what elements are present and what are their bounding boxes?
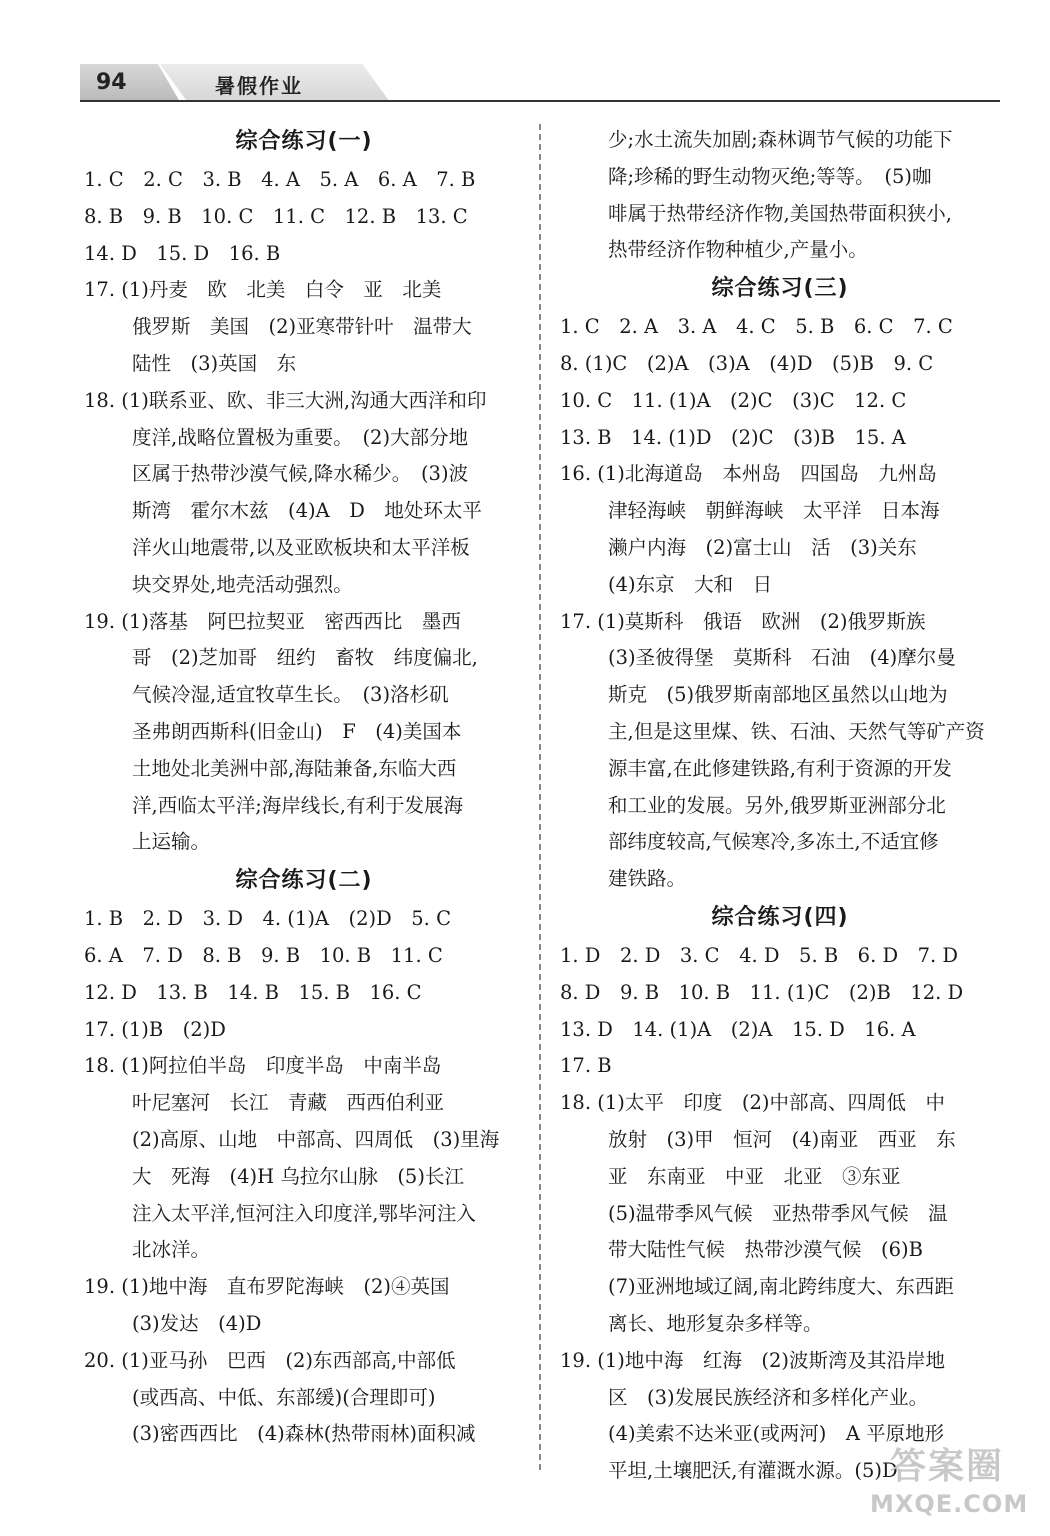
answer-line: 1. C 2. C 3. B 4. A 5. A 6. A 7. B bbox=[84, 168, 476, 191]
section-title-1: 综合练习(一) bbox=[235, 129, 373, 154]
answer-line: 源丰富,在此修建铁路,有利于资源的开发 bbox=[608, 756, 952, 780]
answer-line: 降;珍稀的野生动物灭绝;等等。 (5)咖 bbox=[608, 164, 932, 188]
answer-line: 19. (1)地中海 直布罗陀海峡 (2)④英国 bbox=[84, 1275, 450, 1299]
series-title: 暑假作业 bbox=[215, 74, 303, 98]
answer-line: 17. (1)莫斯科 俄语 欧洲 (2)俄罗斯族 bbox=[560, 609, 926, 633]
section-2-body bbox=[84, 901, 524, 1453]
answer-line: 带大陆性气候 热带沙漠气候 (6)B bbox=[608, 1238, 923, 1262]
answer-line: 17. (1)B (2)D bbox=[84, 1017, 226, 1041]
answer-line: 津轻海峡 朝鲜海峡 太平洋 日本海 bbox=[608, 499, 940, 523]
left-column bbox=[84, 122, 524, 1453]
answer-line: 13. D 14. (1)A (2)A 15. D 16. A bbox=[560, 1017, 916, 1041]
answer-line: 度洋,战略位置极为重要。 (2)大部分地 bbox=[132, 425, 469, 449]
answer-line: 哥 (2)芝加哥 纽约 畜牧 纬度偏北, bbox=[132, 646, 478, 670]
answer-line: 18. (1)阿拉伯半岛 印度半岛 中南半岛 bbox=[84, 1054, 442, 1078]
section-3-body bbox=[560, 309, 1000, 898]
answer-line: (4)美索不达米亚(或两河) A 平原地形 bbox=[608, 1422, 945, 1446]
answer-line: 17. B bbox=[560, 1054, 612, 1078]
answer-line: (4)东京 大和 日 bbox=[608, 572, 773, 596]
answer-line: (3)密西西比 (4)森林(热带雨林)面积减 bbox=[132, 1422, 476, 1446]
answer-line: 啡属于热带经济作物,美国热带面积狭小, bbox=[608, 201, 952, 225]
answer-line: 亚 东南亚 中亚 北亚 ③东亚 bbox=[608, 1164, 901, 1188]
answer-line: 注入太平洋,恒河注入印度洋,鄂毕河注入 bbox=[132, 1201, 476, 1225]
section-title-3: 综合练习(三) bbox=[711, 276, 849, 302]
answer-line: 洋,西临太平洋;海岸线长,有利于发展海 bbox=[132, 793, 463, 817]
page-number: 94 bbox=[96, 70, 127, 95]
section-4-body bbox=[560, 938, 1000, 1490]
page-header bbox=[0, 0, 1050, 110]
answer-line: 12. D 13. B 14. B 15. B 16. C bbox=[84, 980, 422, 1004]
watermark-url: MXQE.COM bbox=[870, 1490, 1029, 1518]
answer-line: 部纬度较高,气候寒冷,多冻土,不适宜修 bbox=[608, 830, 939, 854]
answer-line: 土地处北美洲中部,海陆兼备,东临大西 bbox=[132, 756, 457, 780]
answer-line: 1. D 2. D 3. C 4. D 5. B 6. D 7. D bbox=[560, 943, 959, 967]
answer-line: 18. (1)太平 印度 (2)中部高、四周低 中 bbox=[560, 1091, 945, 1115]
answer-line: 放射 (3)甲 恒河 (4)南亚 西亚 东 bbox=[608, 1127, 956, 1151]
answer-line: 区属于热带沙漠气候,降水稀少。 (3)波 bbox=[132, 462, 469, 486]
answer-line: (3)发达 (4)D bbox=[132, 1311, 262, 1335]
answer-line: 10. C 11. (1)A (2)C (3)C 12. C bbox=[560, 388, 907, 412]
answer-line: 叶尼塞河 长江 青藏 西西伯利亚 bbox=[132, 1091, 445, 1115]
answer-line: 俄罗斯 美国 (2)亚寒带针叶 温带大 bbox=[132, 315, 472, 339]
answer-line: 19. (1)落基 阿巴拉契亚 密西西比 墨西 bbox=[84, 609, 461, 633]
answer-line: 洋火山地震带,以及亚欧板块和太平洋板 bbox=[132, 535, 470, 559]
answer-line: 斯湾 霍尔木兹 (4)A D 地处环太平 bbox=[132, 499, 482, 523]
answer-line: 6. A 7. D 8. B 9. B 10. B 11. C bbox=[84, 943, 443, 967]
watermark bbox=[860, 1438, 1040, 1528]
answer-line: 16. (1)北海道岛 本州岛 四国岛 九州岛 bbox=[560, 462, 937, 486]
answer-line: (5)温带季风气候 亚热带季风气候 温 bbox=[608, 1201, 948, 1225]
answer-line: 和工业的发展。另外,俄罗斯亚洲部分北 bbox=[608, 793, 946, 817]
answer-line: 上运输。 bbox=[132, 830, 211, 854]
answer-line: 圣弗朗西斯科(旧金山) F (4)美国本 bbox=[132, 719, 462, 743]
answer-line: 陆性 (3)英国 东 bbox=[132, 351, 297, 375]
answer-line: 8. D 9. B 10. B 11. (1)C (2)B 12. D bbox=[560, 980, 964, 1004]
right-column bbox=[560, 122, 1000, 1490]
answer-line: 8. B 9. B 10. C 11. C 12. B 13. C bbox=[84, 204, 468, 228]
answer-line: 热带经济作物种植少,产量小。 bbox=[608, 238, 868, 262]
answer-line: 20. (1)亚马孙 巴西 (2)东西部高,中部低 bbox=[84, 1348, 456, 1372]
answer-line: (2)高原、山地 中部高、四周低 (3)里海 bbox=[132, 1127, 500, 1151]
answer-line: 主,但是这里煤、铁、石油、天然气等矿产资 bbox=[608, 719, 985, 743]
answer-line: 斯克 (5)俄罗斯南部地区虽然以山地为 bbox=[608, 683, 948, 707]
answer-line: 北冰洋。 bbox=[132, 1238, 211, 1262]
answer-line: 气候冷湿,适宜牧草生长。 (3)洛杉矶 bbox=[132, 683, 449, 707]
answer-line: 濑户内海 (2)富士山 活 (3)关东 bbox=[608, 535, 917, 559]
header-rule bbox=[80, 100, 1000, 102]
watermark-logo-text: 答案圈 bbox=[890, 1446, 1005, 1487]
answer-line: 19. (1)地中海 红海 (2)波斯湾及其沿岸地 bbox=[560, 1348, 945, 1372]
answer-line: 1. C 2. A 3. A 4. C 5. B 6. C 7. C bbox=[560, 315, 953, 339]
section-2-continued bbox=[560, 122, 1000, 269]
answer-line: (3)圣彼得堡 莫斯科 石油 (4)摩尔曼 bbox=[608, 646, 956, 670]
answer-line: 8. (1)C (2)A (3)A (4)D (5)B 9. C bbox=[560, 351, 934, 375]
section-title-2: 综合练习(二) bbox=[235, 868, 373, 894]
answer-line: 14. D 15. D 16. B bbox=[84, 241, 281, 265]
answer-line: 块交界处,地壳活动强烈。 bbox=[132, 572, 353, 596]
answer-line: 建铁路。 bbox=[608, 867, 687, 891]
answer-line: (7)亚洲地域辽阔,南北跨纬度大、东西距 bbox=[608, 1275, 954, 1299]
answer-line: 1. B 2. D 3. D 4. (1)A (2)D 5. C bbox=[84, 907, 451, 931]
section-1-body bbox=[84, 162, 524, 861]
answer-line: 大 死海 (4)H 乌拉尔山脉 (5)长江 bbox=[132, 1164, 464, 1188]
column-divider bbox=[539, 124, 541, 1470]
answer-line: 少;水土流失加剧;森林调节气候的功能下 bbox=[608, 128, 953, 151]
answer-line: 13. B 14. (1)D (2)C (3)B 15. A bbox=[560, 425, 906, 449]
answer-line: 18. (1)联系亚、欧、非三大洲,沟通大西洋和印 bbox=[84, 388, 487, 412]
answer-line: (或西高、中低、东部缓)(合理即可) bbox=[132, 1385, 436, 1409]
answer-line: 17. (1)丹麦 欧 北美 白令 亚 北美 bbox=[84, 278, 442, 302]
answer-line: 离长、地形复杂多样等。 bbox=[608, 1311, 823, 1335]
answer-line: 区 (3)发展民族经济和多样化产业。 bbox=[608, 1385, 929, 1409]
answer-line: 平坦,土壤肥沃,有灌溉水源。(5)D bbox=[608, 1459, 898, 1483]
section-title-4: 综合练习(四) bbox=[711, 904, 849, 930]
